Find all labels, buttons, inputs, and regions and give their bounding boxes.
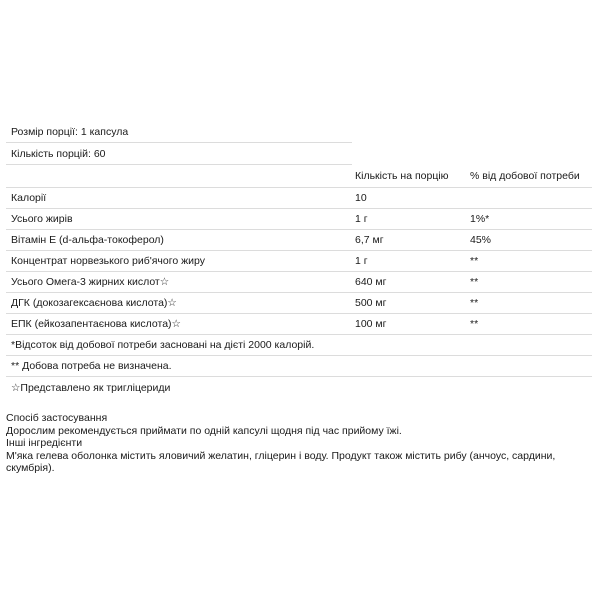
nutrient-name: Вітамін Е (d-альфа-токоферол) [11, 234, 164, 246]
ingredients-title: Інші інгредієнти [6, 437, 83, 449]
nutrient-daily-value: 1%* [470, 213, 490, 225]
servings-count: Кількість порцій: 60 [11, 147, 106, 160]
footnote-row [6, 377, 592, 398]
table-row [6, 251, 592, 272]
nutrient-amount: 1 г [355, 255, 368, 267]
table-row [6, 230, 592, 251]
table-row [6, 272, 592, 293]
nutrient-daily-value: ** [470, 276, 479, 288]
nutrient-amount: 1 г [355, 213, 368, 225]
table-row [6, 314, 592, 335]
usage-text: Дорослим рекомендується приймати по одній капсулі щодня під час прийому їжі. [6, 424, 402, 437]
footnote-not-established: ** Добова потреба не визначена. [11, 360, 172, 372]
footnote-triglycerides: ☆Представлено як тригліцериди [11, 381, 171, 394]
ingredients-text: М'яка гелева оболонка містить яловичий желатин, гліцерин і воду. Продукт також містить рибу (анчоус, сардини, скумбрія). [6, 449, 556, 474]
table-row [6, 188, 592, 209]
nutrient-daily-value: ** [470, 255, 479, 267]
nutrient-daily-value: ** [470, 318, 479, 330]
nutrient-amount: 6,7 мг [355, 234, 384, 246]
nutrient-name: Калорії [11, 192, 47, 204]
serving-size: Розмір порції: 1 капсула [11, 125, 129, 138]
daily-value-header: % від добової потреби [470, 170, 580, 182]
nutrient-amount: 10 [355, 192, 367, 204]
table-row [6, 293, 592, 314]
nutrient-daily-value: ** [470, 297, 479, 309]
nutrient-name: ЕПК (ейкозапентаєнова кислота)☆ [11, 318, 181, 330]
amount-header: Кількість на порцію [355, 170, 449, 182]
usage-section [6, 412, 594, 475]
footnote-daily-value: *Відсоток від добової потреби засновані на дієті 2000 калорій. [11, 339, 315, 351]
supplement-facts-table [6, 121, 592, 398]
nutrient-name: Усього Омега-3 жирних кислот☆ [11, 276, 170, 288]
table-row [6, 209, 592, 230]
footnote-row [6, 356, 592, 377]
serving-size-row [6, 121, 352, 143]
nutrient-name: ДГК (докозагексаєнова кислота)☆ [11, 297, 177, 309]
nutrient-amount: 500 мг [355, 297, 387, 309]
nutrient-amount: 100 мг [355, 318, 387, 330]
nutrient-daily-value: 45% [470, 234, 492, 246]
nutrient-amount: 640 мг [355, 276, 387, 288]
nutrient-name: Концентрат норвезького риб'ячого жиру [11, 255, 205, 267]
usage-title: Спосіб застосування [6, 412, 108, 424]
table-header-row [6, 165, 592, 188]
footnote-row [6, 335, 592, 356]
servings-count-row [6, 143, 352, 165]
nutrient-name: Усього жирів [11, 213, 73, 225]
